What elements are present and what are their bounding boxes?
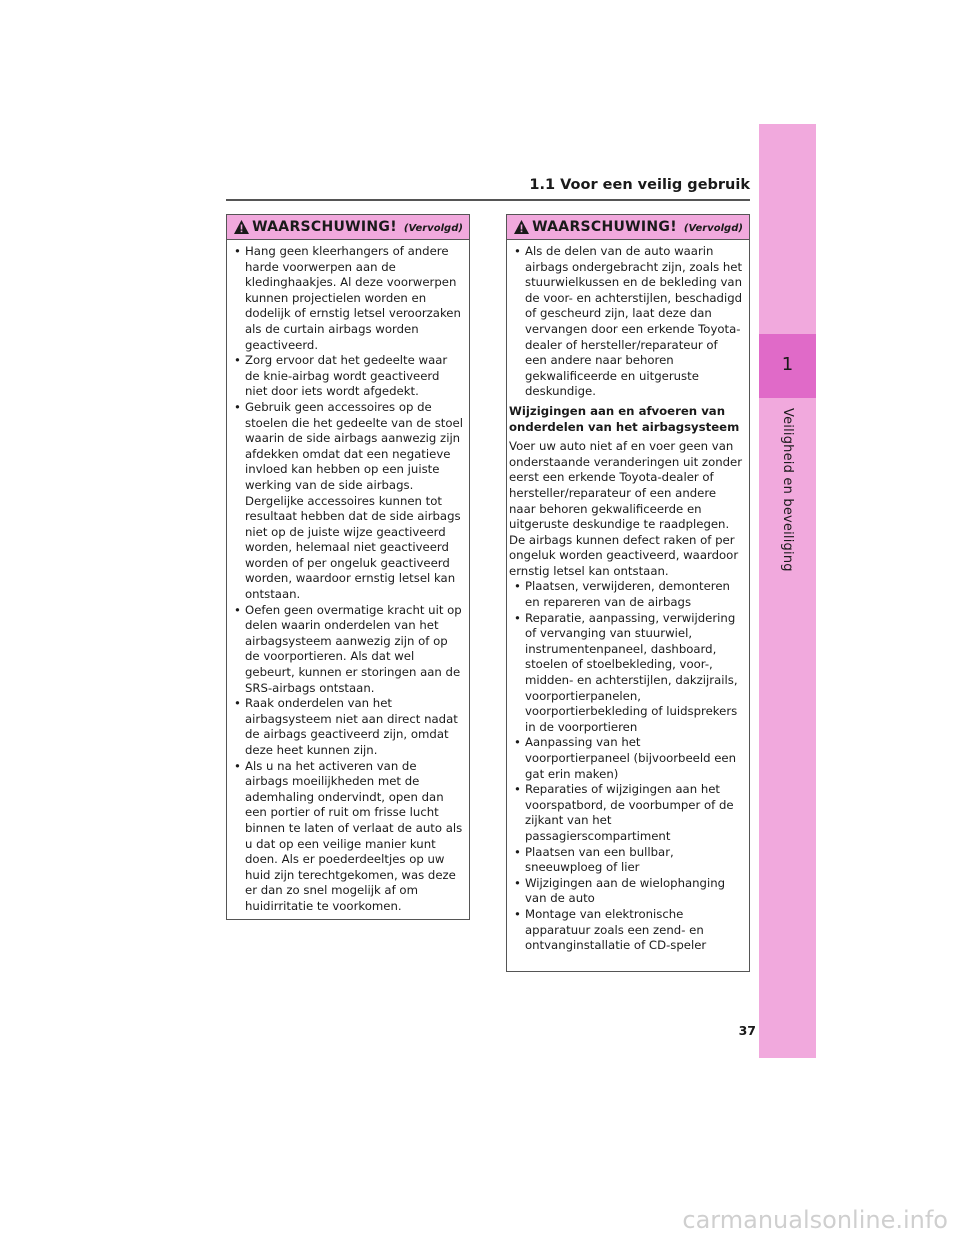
warning-body — [507, 240, 749, 954]
chapter-number: 1 — [781, 354, 794, 375]
list-item: • Aanpassing van het voorportierpaneel (bijvoorbeeld een gat erin maken) — [509, 735, 743, 782]
modification-list — [509, 579, 743, 953]
warning-body — [227, 240, 469, 915]
list-item: • Wijzigingen aan de wielophanging van de auto — [509, 876, 743, 907]
chapter-title: Veiligheid en beveiliging — [780, 408, 795, 572]
header-divider — [226, 199, 750, 201]
warning-box-right — [506, 214, 750, 972]
list-item: • Plaatsen van een bullbar, sneeuwploeg of lier — [509, 845, 743, 876]
warning-header — [227, 215, 469, 240]
warning-header — [507, 215, 749, 240]
list-item: • Oefen geen overmatige kracht uit op delen waarin onderdelen van het airbagsysteem aanwezig zijn of op de voorportieren. Als dat wel gebeurt, kunnen er storingen aan de SRS-airbags ontstaan. — [229, 603, 463, 697]
warning-box-left — [226, 214, 470, 920]
list-item: • Reparatie, aanpassing, verwijdering of vervanging van stuurwiel, instrumentenpaneel, dashboard, stoelen of stoelbekleding, voor-, midden- en achterstijlen, dakzijrails, voorportierpanelen, voorportierbekleding of luidsprekers in de voorportieren — [509, 611, 743, 736]
list-item: • Plaatsen, verwijderen, demonteren en repareren van de airbags — [509, 579, 743, 610]
list-item: • Reparaties of wijzigingen aan het voorspatbord, de voorbumper of de zijkant van het passagierscompartiment — [509, 782, 743, 844]
paragraph: Voer uw auto niet af en voer geen van onderstaande veranderingen uit zonder eerst een erkende Toyota-dealer of hersteller/reparateur of een andere naar behoren gekwalificeerde en uitgeruste deskundige te raadplegen. De airbags kunnen defect raken of per ongeluk worden geactiveerd, waardoor ernstig letsel kan ontstaan. — [509, 439, 743, 578]
list-item: • Zorg ervoor dat het gedeelte waar de knie-airbag wordt geactiveerd niet door iets wordt afgedekt. — [229, 353, 463, 400]
section-header: 1.1 Voor een veilig gebruik — [529, 177, 750, 193]
subheading: Wijzigingen aan en afvoeren van onderdelen van het airbagsysteem — [509, 403, 740, 434]
list-item: • Als de delen van de auto waarin airbags ondergebracht zijn, zoals het stuurwielkussen en de bekleding van de voor- en achterstijlen, beschadigd of gescheurd zijn, laat deze dan vervangen door een erkende Toyota-dealer of hersteller/reparateur of een andere naar behoren gekwalificeerde en uitgeruste deskundige. — [509, 244, 743, 400]
warning-continued: (Vervolgd) — [683, 222, 743, 234]
chapter-number-box — [759, 334, 816, 398]
list-item: • Raak onderdelen van het airbagsysteem niet aan direct nadat de airbags geactiveerd zijn, omdat deze heet kunnen zijn. — [229, 696, 463, 758]
warning-triangle-icon — [513, 219, 530, 235]
warning-continued: (Vervolgd) — [403, 222, 463, 234]
list-item: • Als u na het activeren van de airbags moeilijkheden met de ademhaling ondervindt, open dan een portier of ruit om frisse lucht binnen te laten of verlaat de auto als u dat op een veilige manier kunt doen. Als er poederdeeltjes op uw huid zijn terechtgekomen, was deze er dan zo snel mogelijk af om huidirritatie te voorkomen. — [229, 759, 463, 915]
warning-triangle-icon — [233, 219, 250, 235]
warning-list — [509, 244, 743, 400]
warning-list — [229, 244, 463, 915]
list-item: • Montage van elektronische apparatuur zoals een zend- en ontvanginstallatie of CD-speler — [509, 907, 743, 954]
list-item: • Hang geen kleerhangers of andere harde voorwerpen aan de kledinghaakjes. Al deze voorwerpen kunnen projectielen worden en dodelijk of ernstig letsel veroorzaken als de curtain airbags worden geactiveerd. — [229, 244, 463, 353]
page-number: 37 — [738, 1023, 756, 1038]
list-item: • Gebruik geen accessoires op de stoelen die het gedeelte van de stoel waarin de side airbags aanwezig zijn afdekken omdat dat een negatieve invloed kan hebben op een juiste werking van de side airbags. Dergelijke accessoires kunnen tot resultaat hebben dat de side airbags niet op de juiste wijze geactiveerd worden, helemaal niet geactiveerd worden of per ongeluk geactiveerd worden, waardoor ernstig letsel kan ontstaan. — [229, 400, 463, 603]
warning-title: WAARSCHUWING! — [252, 219, 397, 235]
watermark: carmanualsonline.info — [682, 1206, 948, 1234]
warning-title: WAARSCHUWING! — [532, 219, 677, 235]
